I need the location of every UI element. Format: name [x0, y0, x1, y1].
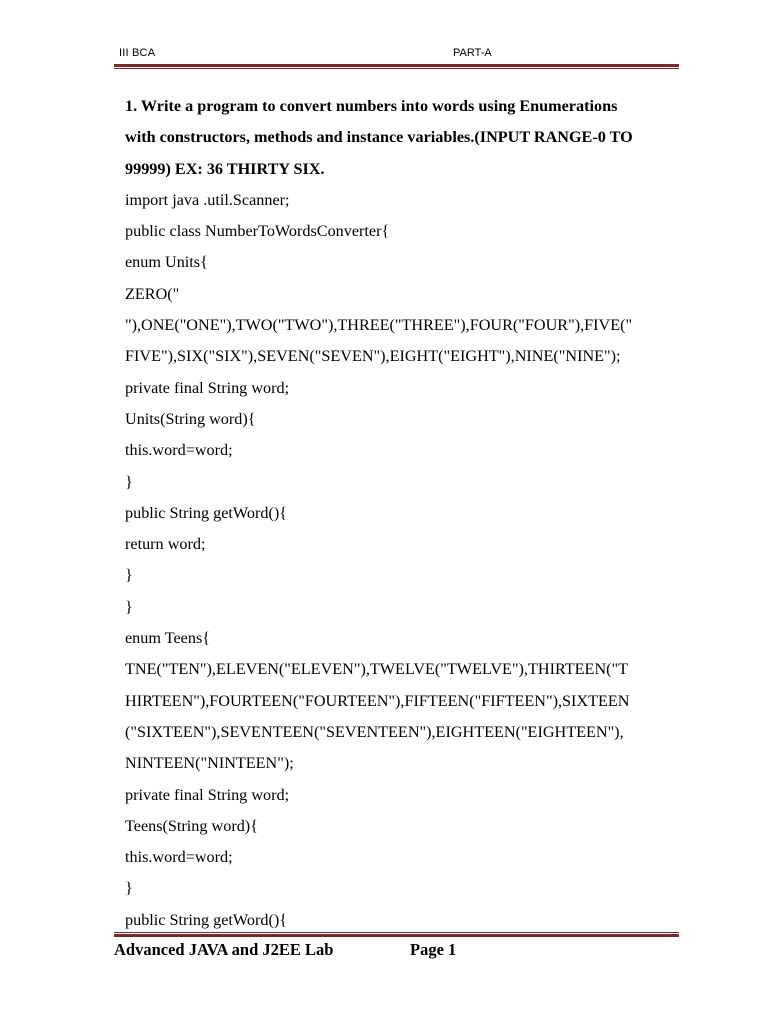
page-body [125, 91, 685, 936]
code-line: private final String word; [125, 785, 290, 804]
question-line: with constructors, methods and instance variables.(INPUT RANGE-0 TO [125, 128, 633, 147]
code-line: Units(String word){ [125, 409, 256, 428]
code-line: } [125, 472, 133, 491]
code-line: HIRTEEN"),FOURTEEN("FOURTEEN"),FIFTEEN("FIFTEEN"),SIXTEEN [125, 691, 630, 710]
code-line: public String getWord(){ [125, 503, 288, 522]
footer-page-number: Page 1 [410, 940, 457, 959]
code-line: FIVE"),SIX("SIX"),SEVEN("SEVEN"),EIGHT("EIGHT"),NINE("NINE"); [125, 347, 621, 366]
code-line: this.word=word; [125, 441, 233, 460]
code-line: enum Teens{ [125, 629, 211, 648]
header-rule [114, 64, 679, 69]
question-line: 99999) EX: 36 THIRTY SIX. [125, 159, 325, 178]
code-line: Teens(String word){ [125, 816, 258, 835]
header-part: PART-A [453, 47, 492, 59]
code-line: public String getWord(){ [125, 910, 288, 929]
question-line: 1. Write a program to convert numbers into words using Enumerations [125, 97, 618, 115]
header-course: III BCA [119, 47, 156, 59]
code-line: return word; [125, 535, 206, 554]
code-line: ZERO(" [125, 284, 180, 303]
footer-lab-title: Advanced JAVA and J2EE Lab [114, 940, 334, 959]
code-line: private final String word; [125, 378, 290, 397]
code-line: "),ONE("ONE"),TWO("TWO"),THREE("THREE"),FOUR("FOUR"),FIVE(" [125, 316, 633, 335]
code-line: ("SIXTEEN"),SEVENTEEN("SEVENTEEN"),EIGHTEEN("EIGHTEEN"), [125, 722, 624, 741]
code-line: TNE("TEN"),ELEVEN("ELEVEN"),TWELVE("TWELVE"),THIRTEEN("T [125, 660, 629, 679]
code-line: import java .util.Scanner; [125, 190, 290, 209]
code-line: this.word=word; [125, 848, 233, 867]
code-line: NINTEEN("NINTEEN"); [125, 754, 294, 773]
code-line: public class NumberToWordsConverter{ [125, 222, 390, 241]
code-line: enum Units{ [125, 253, 208, 272]
code-line: } [125, 597, 133, 616]
footer-rule [114, 932, 679, 937]
code-line: } [125, 879, 133, 898]
code-line: } [125, 566, 133, 585]
